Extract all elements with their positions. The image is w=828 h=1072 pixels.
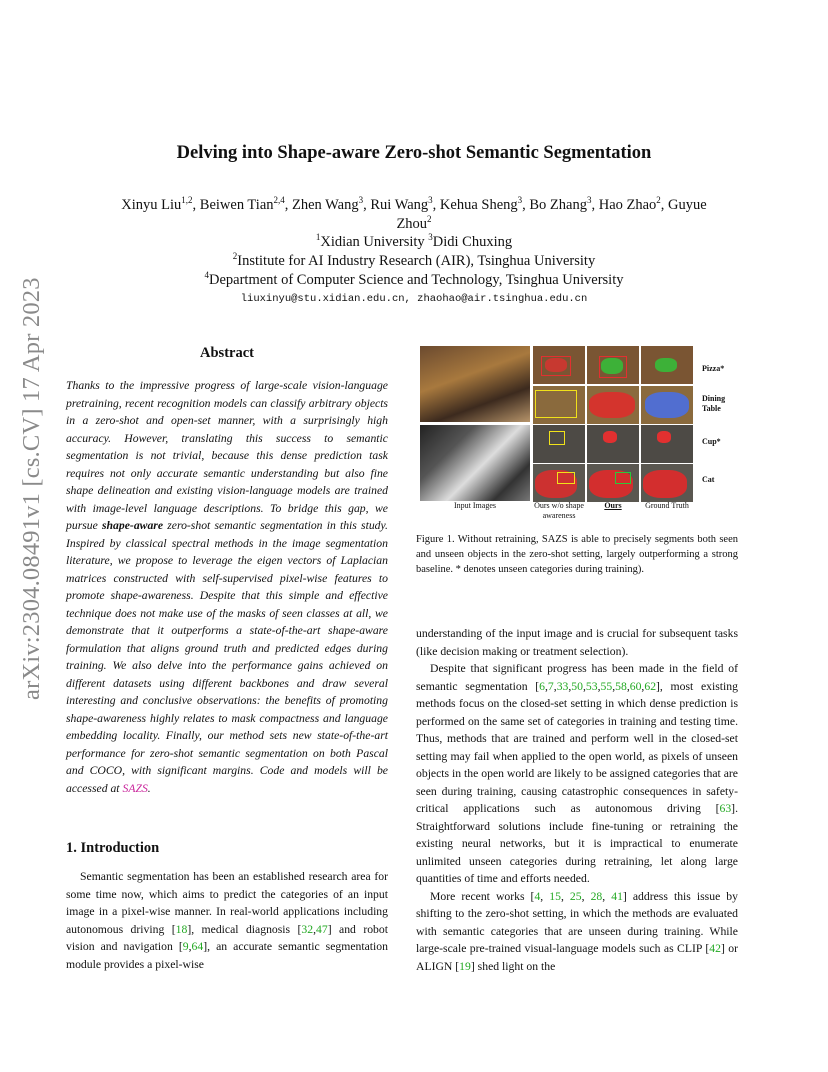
ground-truth-cat (641, 464, 693, 502)
paper-title: Delving into Shape-aware Zero-shot Semantic Segmentation (176, 143, 652, 163)
affiliation-1: $^1$Xidian University $^3$Didi Chuxing (315, 232, 513, 250)
figure-1-caption: Figure 1. Without retraining, SAZS is able to precisely segments both seen and unseen objects in the zero-shot setting, largely outperforming a strong baseline. * denotes unseen categories during training). (416, 534, 738, 575)
ours-pizza (587, 346, 639, 384)
baseline-cat (533, 464, 585, 502)
affiliation-3: $^4$Department of Computer Science and Technology, Tsinghua University (204, 270, 624, 288)
ours-cat (587, 464, 639, 502)
col-label-baseline: Ours w/o shape awareness (534, 501, 584, 520)
row-label-cup: Cup* (702, 437, 721, 446)
paragraph-continued: understanding of the input image and is crucial for subsequent tasks (like decision making or treatment selection). (416, 627, 738, 658)
intro-paragraph: Semantic segmentation has been an established research area for some time now, which aims to predict the categories of an input image in a pixel-wise manner. In real-world applications including autonomous driving [18], medical diagnosis [32,47] and robot vision and navigation [9,64], an accurate semantic segmentation module provides a pixel-wise (66, 870, 388, 971)
baseline-pizza (533, 346, 585, 384)
ground-truth-pizza (641, 346, 693, 384)
input-image-pizza (420, 346, 530, 422)
col-label-ours: Ours (604, 501, 622, 510)
baseline-cup (533, 425, 585, 463)
introduction-text (66, 868, 388, 973)
paragraph-zero-shot: More recent works [4, 15, 25, 28, 41] address this issue by shifting to the zero-shot setting, in which the methods are evaluated with semantic categories that are unseen during training. While large-scale pre-trained visual-language models such as CLIP [42] or ALIGN [19] shed light on the (416, 889, 738, 973)
paragraph-closed-set: Despite that significant progress has been made in the field of semantic segmentation [6,7,33,50,53,55,58,60,62], most existing methods focus on the closed-set setting in which dense prediction is performed on the same set of categories in training and testing time. Thus, methods that are trained and perform well in the closed-set setting may fail when applied to the open world, as pixels of unseen objects in the open world are likely to be assigned categories that are seen during training, causing catastrophic consequences in safety-critical applications such as autonomous driving [63]. Straightforward solutions include fine-tuning or retraining the existing neural networks, but it is impractical to enumerate unlimited unseen categories during retraining, let along large quantities of time and efforts needed. (416, 662, 738, 885)
introduction-heading: 1. Introduction (66, 840, 160, 856)
ground-truth-cup (641, 425, 693, 463)
row-label-cat: Cat (702, 475, 715, 484)
arxiv-stamp: arXiv:2304.08491v1 [cs.CV] 17 Apr 2023 (18, 277, 45, 700)
figure-1 (420, 346, 740, 521)
abstract-heading: Abstract (200, 345, 254, 361)
author-list: Xinyu Liu$^{1,2}$, Beiwen Tian$^{2,4}$, Zhen Wang$^3$, Rui Wang$^3$, Kehua Sheng$^3$, Bo Zhang$^3$, Hao Zhao$^2$, Guyue Zhou$^2$ (121, 195, 707, 232)
ours-cup (587, 425, 639, 463)
row-label-dining-table: Dining Table (702, 394, 726, 413)
input-image-cat (420, 425, 530, 501)
row-label-pizza: Pizza* (702, 364, 725, 373)
author-emails: liuxinyu@stu.xidian.edu.cn, zhaohao@air.tsinghua.edu.cn (240, 293, 588, 305)
baseline-table (533, 386, 585, 424)
col-label-input: Input Images (454, 501, 496, 510)
affiliation-2: $^2$Institute for AI Industry Research (AIR), Tsinghua University (232, 251, 596, 269)
abstract-text: Thanks to the impressive progress of large-scale vision-language pretraining, recent recognition models can classify arbitrary objects in a zero-shot and open-set manner, with a surprisingly high accuracy. However, translating this success to semantic segmentation is not trivial, because this dense prediction task requires not only accurate semantic understanding but also fine shape delineation and existing vision-language models are trained with image-level language descriptions. To bridge this gap, we pursue shape-aware zero-shot semantic segmentation in this study. Inspired by classical spectral methods in the image segmentation literature, we propose to leverage the eigen vectors of Laplacian matrices constructed with self-supervised pixel-wise features to promote shape-awareness. Despite that this simple and effective technique does not make use of the masks of seen classes at all, we demonstrate that it outperforms a state-of-the-art shape-aware formulation that aligns ground truth and predicted edges during training. We also delve into the performance gains achieved on different datasets using different backbones and draw several interesting and conclusive observations: the benefits of promoting shape-awareness highly relates to mask compactness and language embedding locality. Finally, our method sets new state-of-the-art performance for zero-shot semantic segmentation on both Pascal and COCO, with significant margins. Code and models will be accessed at SAZS. (66, 379, 388, 795)
col-label-ground-truth: Ground Truth (645, 501, 689, 510)
ours-table (587, 386, 639, 424)
ground-truth-table (641, 386, 693, 424)
right-column-text (416, 625, 738, 975)
